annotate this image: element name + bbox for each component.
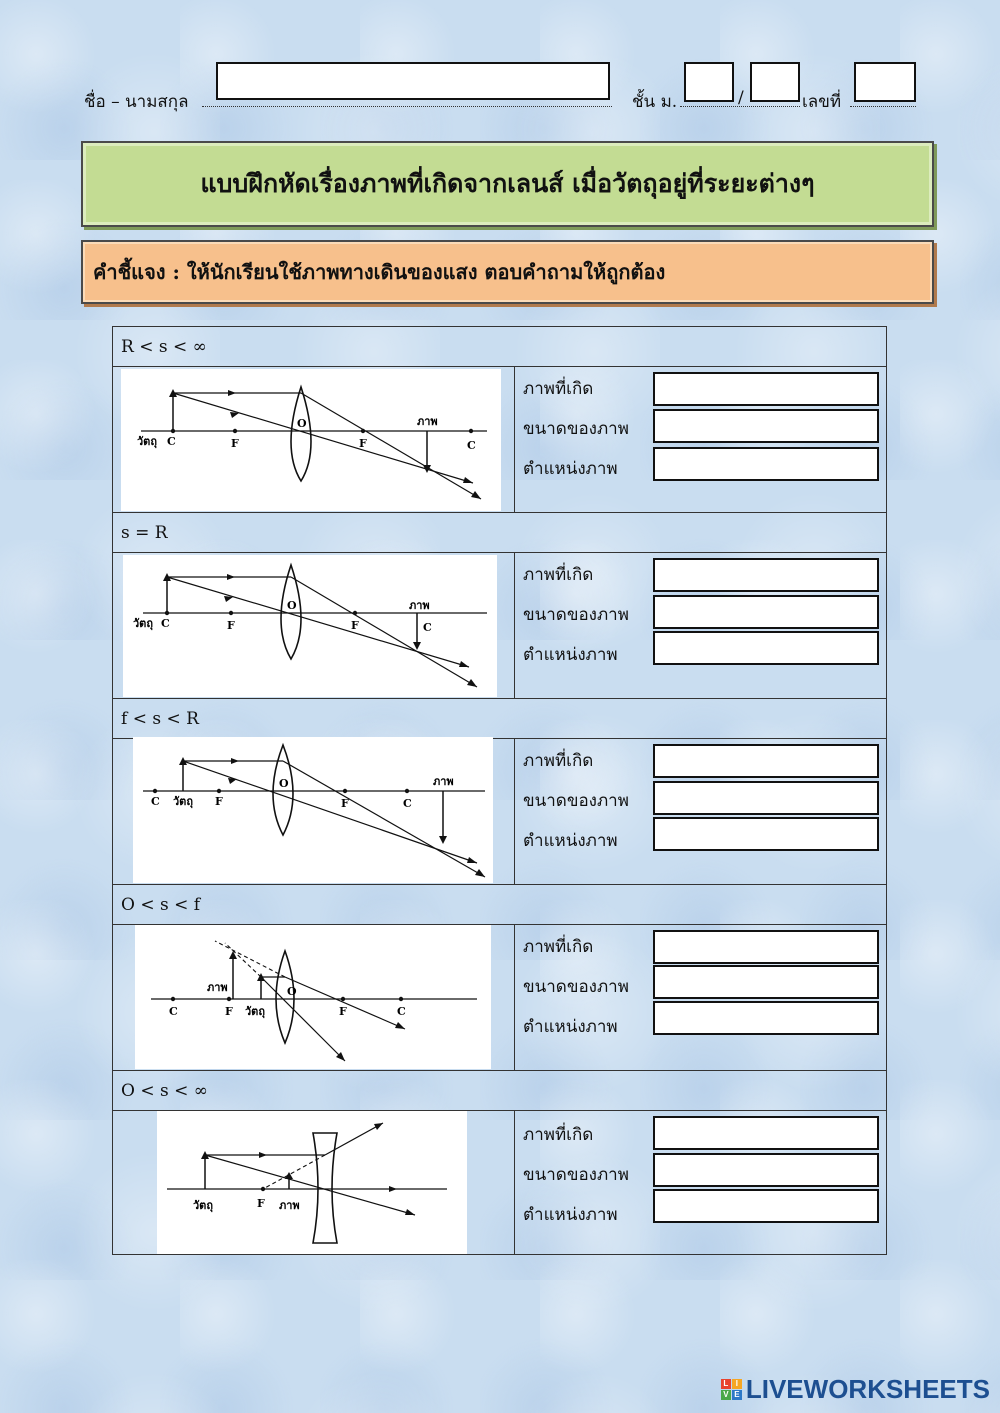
case-row <box>113 925 886 1071</box>
f-label: F <box>257 1197 265 1210</box>
image-position-input[interactable] <box>653 631 879 665</box>
image-size-input[interactable] <box>653 965 879 999</box>
page-title: แบบฝึกหัดเรื่องภาพที่เกิดจากเลนส์ เมื่อวัตถุอยู่ที่ระยะต่างๆ <box>81 141 934 227</box>
o-label: O <box>287 599 297 612</box>
image-position-input[interactable] <box>653 1001 879 1035</box>
image-size-input[interactable] <box>653 781 879 815</box>
object-label: วัตถุ <box>193 1199 213 1212</box>
diagram-cell <box>113 1111 515 1254</box>
name-dotted-line <box>202 106 612 107</box>
logo-letter: E <box>732 1390 742 1400</box>
case-row <box>113 1111 886 1254</box>
c-label: C <box>151 795 160 808</box>
case-heading: O < s < ∞ <box>113 1071 886 1111</box>
instruction-text: คำชี้แจง : ให้นักเรียนใช้ภาพทางเดินของแสง ตอบคำถามให้ถูกต้อง <box>81 240 934 304</box>
c-label: C <box>397 1005 406 1018</box>
diagram-cell <box>113 367 515 512</box>
case-row <box>113 739 886 885</box>
answer-cell <box>515 553 886 698</box>
f-label: F <box>359 437 367 450</box>
image-size-input[interactable] <box>653 1153 879 1187</box>
image-size-label: ขนาดของภาพ <box>523 605 629 625</box>
image-size-label: ขนาดของภาพ <box>523 419 629 439</box>
c-label: C <box>169 1005 178 1018</box>
case-heading: O < s < f <box>113 885 886 925</box>
image-size-input[interactable] <box>653 409 879 443</box>
image-size-input[interactable] <box>653 595 879 629</box>
image-type-label: ภาพที่เกิด <box>523 751 594 771</box>
c-label: C <box>161 617 170 630</box>
image-type-input[interactable] <box>653 744 879 778</box>
o-label: O <box>297 417 307 430</box>
case-heading: s = R <box>113 513 886 553</box>
image-position-label: ตำแหน่งภาพ <box>523 1205 618 1225</box>
image-label: ภาพ <box>433 775 454 788</box>
answer-cell <box>515 739 886 884</box>
case-heading: R < s < ∞ <box>113 327 886 367</box>
liveworksheets-logo <box>721 1374 990 1405</box>
logo-letter: L <box>721 1379 731 1389</box>
image-type-input[interactable] <box>653 1116 879 1150</box>
logo-mark-icon <box>721 1379 742 1400</box>
f-label: F <box>227 619 235 632</box>
ray-diagram-convex-at-c <box>123 555 497 697</box>
name-label: ชื่อ – นามสกุล <box>84 92 189 112</box>
student-number-input[interactable] <box>854 62 916 102</box>
student-info-row <box>84 62 924 110</box>
f-label: F <box>341 797 349 810</box>
image-type-input[interactable] <box>653 930 879 964</box>
image-type-input[interactable] <box>653 372 879 406</box>
o-label: O <box>287 985 297 998</box>
class-label: ชั้น ม. <box>632 92 678 112</box>
number-dotted-line <box>850 106 916 107</box>
image-type-label: ภาพที่เกิด <box>523 1125 594 1145</box>
c-label: C <box>467 439 476 452</box>
f-label: F <box>231 437 239 450</box>
image-position-label: ตำแหน่งภาพ <box>523 1017 618 1037</box>
image-position-label: ตำแหน่งภาพ <box>523 831 618 851</box>
image-type-label: ภาพที่เกิด <box>523 937 594 957</box>
image-position-label: ตำแหน่งภาพ <box>523 459 618 479</box>
diagram-cell <box>113 925 515 1070</box>
c-label: C <box>423 621 432 634</box>
f-label: F <box>225 1005 233 1018</box>
diagram-cell <box>113 553 515 698</box>
c-label: C <box>403 797 412 810</box>
class-room-input[interactable] <box>750 62 800 102</box>
image-type-label: ภาพที่เกิด <box>523 565 594 585</box>
object-label: วัตถุ <box>245 1005 265 1018</box>
object-label: วัตถุ <box>133 617 153 630</box>
object-label: วัตถุ <box>173 795 193 808</box>
image-size-label: ขนาดของภาพ <box>523 791 629 811</box>
image-position-label: ตำแหน่งภาพ <box>523 645 618 665</box>
logo-letter: V <box>721 1390 731 1400</box>
logo-letter: I <box>732 1379 742 1389</box>
exercise-table <box>112 326 887 1255</box>
diagram-cell <box>113 739 515 884</box>
image-type-label: ภาพที่เกิด <box>523 379 594 399</box>
image-position-input[interactable] <box>653 447 879 481</box>
answer-cell <box>515 367 886 512</box>
case-row <box>113 367 886 513</box>
class-slash: / <box>738 88 744 108</box>
image-label: ภาพ <box>409 599 430 612</box>
class-level-input[interactable] <box>684 62 734 102</box>
answer-cell <box>515 1111 886 1254</box>
image-position-input[interactable] <box>653 1189 879 1223</box>
case-heading: f < s < R <box>113 699 886 739</box>
image-label: ภาพ <box>417 415 438 428</box>
name-input[interactable] <box>216 62 610 100</box>
ray-diagram-convex-inside-f <box>135 925 491 1069</box>
image-size-label: ขนาดของภาพ <box>523 977 629 997</box>
ray-diagram-convex-beyond-c <box>121 369 501 511</box>
image-size-label: ขนาดของภาพ <box>523 1165 629 1185</box>
image-position-input[interactable] <box>653 817 879 851</box>
image-label: ภาพ <box>279 1199 300 1212</box>
case-row <box>113 553 886 699</box>
number-label: เลขที่ <box>802 92 842 112</box>
ray-diagram-concave-lens <box>157 1111 467 1254</box>
c-label: C <box>167 435 176 448</box>
object-label: วัตถุ <box>137 435 157 448</box>
answer-cell <box>515 925 886 1070</box>
f-label: F <box>351 619 359 632</box>
image-type-input[interactable] <box>653 558 879 592</box>
f-label: F <box>339 1005 347 1018</box>
o-label: O <box>279 777 289 790</box>
logo-text: LIVEWORKSHEETS <box>745 1374 990 1404</box>
f-label: F <box>215 795 223 808</box>
image-label: ภาพ <box>207 981 228 994</box>
ray-diagram-convex-between-f-c <box>133 737 493 883</box>
